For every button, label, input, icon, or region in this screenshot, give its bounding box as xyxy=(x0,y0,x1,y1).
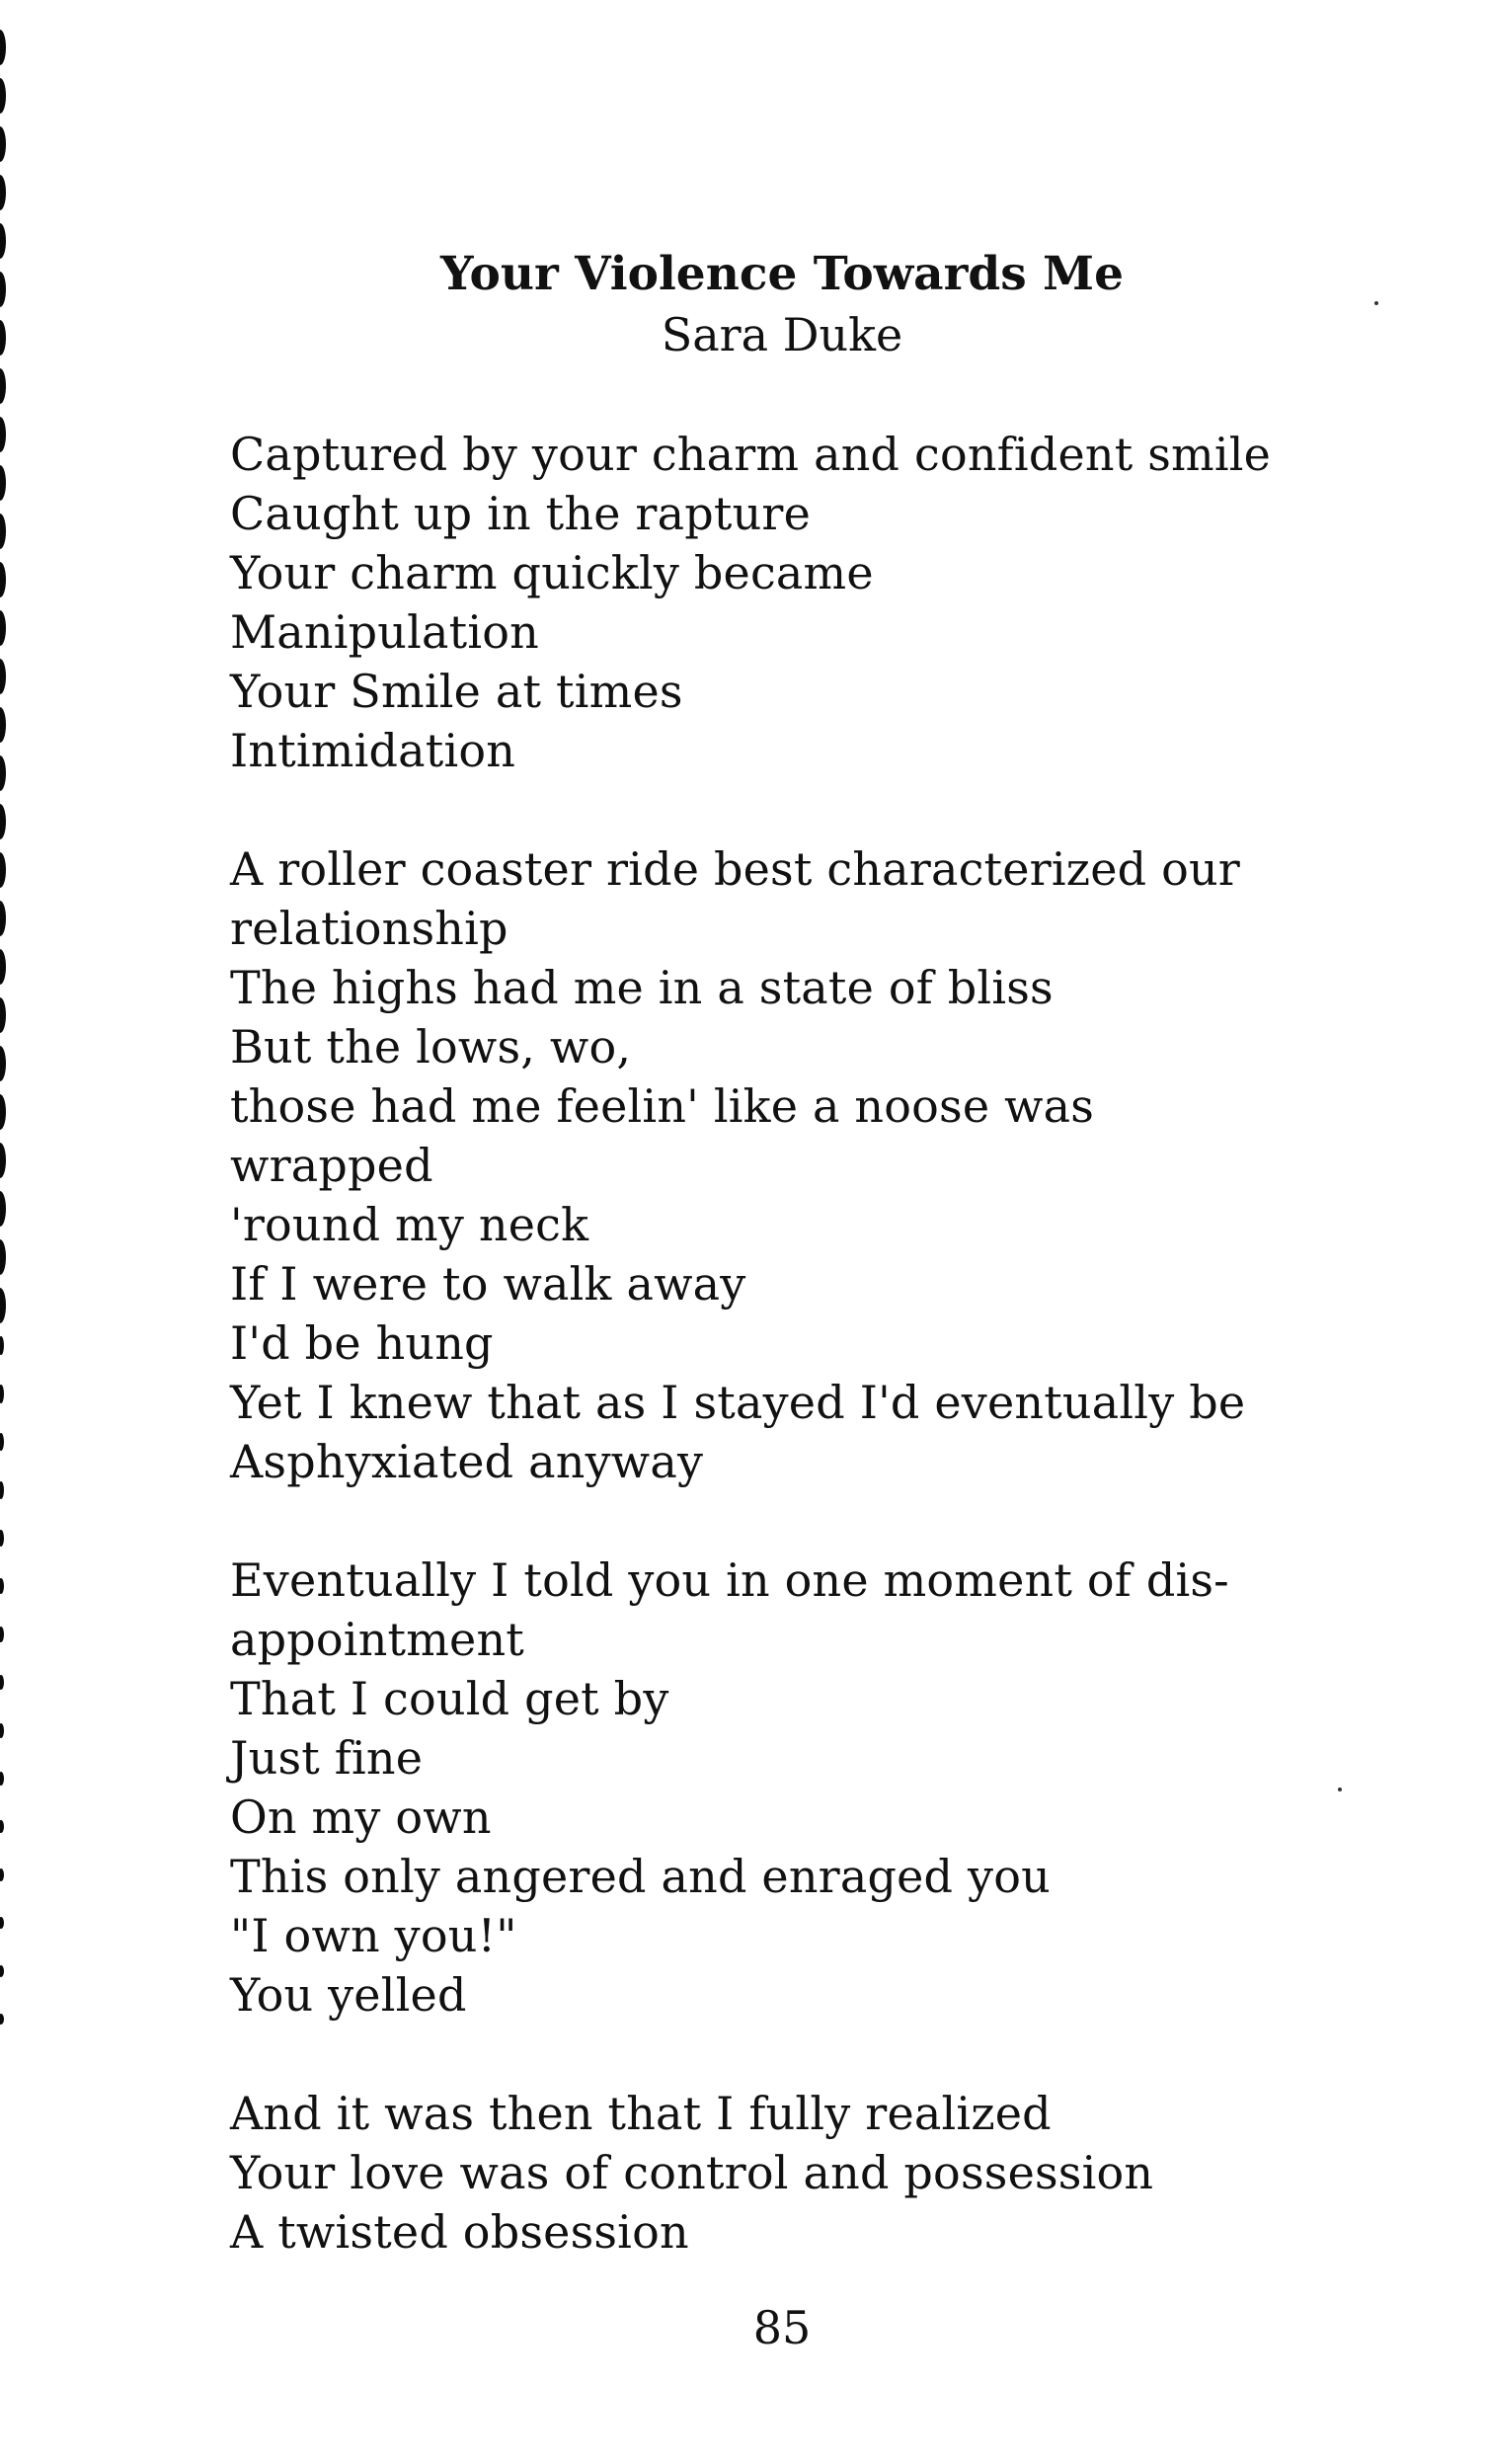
binding-loop xyxy=(0,562,6,597)
binding-loop xyxy=(0,368,6,404)
poem-line: Captured by your charm and confident smile xyxy=(230,428,1272,481)
poem-line: Your Smile at times xyxy=(230,665,683,718)
poem-line: "I own you!" xyxy=(230,1909,517,1962)
poem-line: wrapped xyxy=(230,1139,433,1192)
poem-line: Yet I knew that as I stayed I'd eventually be xyxy=(230,1376,1246,1429)
poem-line: A roller coaster ride best characterized our xyxy=(230,842,1241,896)
binding-loop xyxy=(0,1046,6,1081)
poem-title: Your Violence Towards Me xyxy=(440,247,1124,301)
stanza xyxy=(230,1550,1395,2025)
poem-line: But the lows, wo, xyxy=(230,1020,632,1073)
binding-loop xyxy=(0,1723,4,1738)
binding-loop xyxy=(0,1385,4,1403)
poem-line: The highs had me in a state of bliss xyxy=(230,961,1054,1014)
binding-loop xyxy=(0,659,6,694)
binding-loop xyxy=(0,901,6,936)
binding-loop xyxy=(0,610,6,646)
binding-loop xyxy=(0,1481,4,1499)
page-number: 85 xyxy=(752,2301,812,2354)
poem-line: Eventually I told you in one moment of dis- xyxy=(230,1553,1229,1607)
binding-loop xyxy=(0,852,6,888)
poem-line: And it was then that I fully realized xyxy=(230,2087,1052,2140)
stanza xyxy=(230,2084,1395,2262)
poem-line: Your charm quickly became xyxy=(230,546,874,599)
poem-line: Caught up in the rapture xyxy=(230,487,812,540)
binding-loop xyxy=(0,175,6,210)
binding-loop xyxy=(0,514,6,549)
binding-loop xyxy=(0,1868,4,1881)
poem-line: On my own xyxy=(230,1790,492,1844)
poem-line: Your love was of control and possession xyxy=(230,2146,1154,2199)
binding-loop xyxy=(0,30,6,65)
binding-loop xyxy=(0,1094,6,1130)
binding-loop xyxy=(0,2014,4,2025)
binding-loop xyxy=(0,1191,6,1227)
binding-loop xyxy=(0,465,6,501)
binding-loop xyxy=(0,417,6,452)
binding-loop xyxy=(0,1965,4,1977)
binding-loop xyxy=(0,1627,4,1642)
binding-loop xyxy=(0,1772,4,1786)
binding-loop xyxy=(0,1288,6,1323)
poem-line: relationship xyxy=(230,902,508,955)
binding-loop xyxy=(0,78,6,114)
binding-loop xyxy=(0,804,6,839)
binding-loop xyxy=(0,1143,6,1178)
poem-line: Just fine xyxy=(230,1731,424,1785)
binding-loop xyxy=(0,997,6,1033)
binding-loop xyxy=(0,1433,4,1451)
poem-line: Asphyxiated anyway xyxy=(230,1435,704,1488)
poem-line: 'round my neck xyxy=(230,1198,589,1251)
poem-line: Intimidation xyxy=(230,724,516,777)
poem-line: those had me feelin' like a noose was xyxy=(230,1079,1095,1133)
poem-line: appointment xyxy=(230,1613,524,1666)
binding-loop xyxy=(0,1917,4,1929)
binding-loop xyxy=(0,1530,4,1547)
poem-line: That I could get by xyxy=(230,1672,669,1725)
stanza xyxy=(230,425,1395,780)
poem-author: Sara Duke xyxy=(661,308,903,361)
binding-loop xyxy=(0,1675,4,1690)
poem-line: If I were to walk away xyxy=(230,1257,746,1311)
binding-loop xyxy=(0,126,6,162)
poem-line: This only angered and enraged you xyxy=(230,1850,1051,1903)
poem-body xyxy=(230,425,1395,2321)
binding-loop xyxy=(0,707,6,743)
poem-line: You yelled xyxy=(230,1968,467,2022)
binding-loop xyxy=(0,1336,4,1355)
binding-loop xyxy=(0,1239,6,1275)
poem-line: A twisted obsession xyxy=(230,2205,689,2259)
poem-line: I'd be hung xyxy=(230,1316,494,1370)
stanza xyxy=(230,839,1395,1491)
binding-loop xyxy=(0,1820,4,1833)
binding-loop xyxy=(0,1578,4,1594)
poem-line: Manipulation xyxy=(230,605,539,659)
binding-loop xyxy=(0,949,6,985)
binding-loop xyxy=(0,755,6,791)
